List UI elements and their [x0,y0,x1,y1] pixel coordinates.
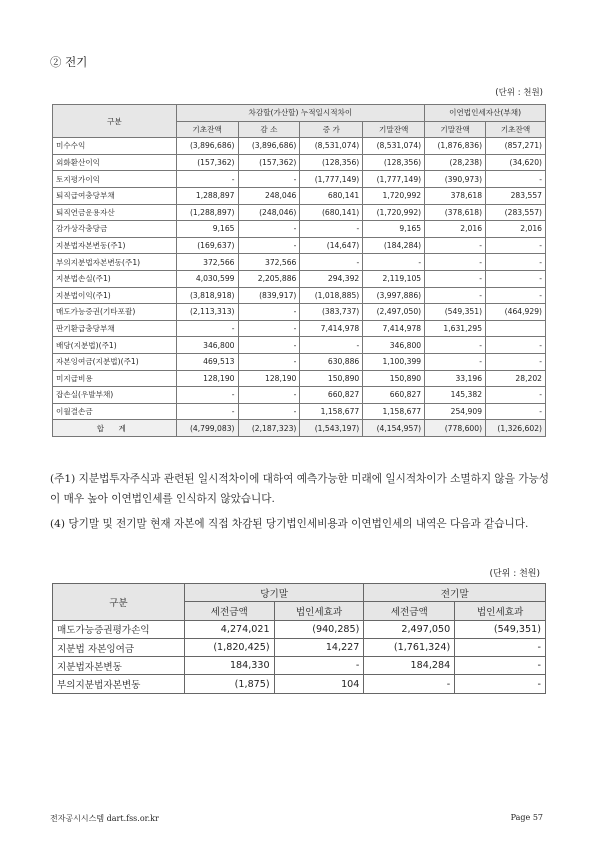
table-cell: - [274,657,364,675]
table-cell: 2,205,886 [238,270,300,287]
table-row [53,638,546,656]
table-cell: - [486,270,546,287]
table-cell: (8,531,074) [300,138,363,155]
table-cell: (3,896,686) [176,138,238,155]
table-cell: (1,543,197) [300,420,363,437]
table-cell: (3,818,918) [176,287,238,304]
table-cell: 2,497,050 [364,620,455,638]
table-cell: - [486,387,546,404]
row-label: 지분법자본변동(주1) [53,237,177,254]
column-header: 기말잔액 [425,121,486,138]
table-row [53,403,546,420]
table-row [53,337,546,354]
column-header: 법인세효과 [274,602,364,620]
table-row [53,370,546,387]
table-cell: 7,414,978 [300,320,363,337]
table-row [53,657,546,675]
table-cell: 4,274,021 [184,620,274,638]
table-cell: 680,141 [300,187,363,204]
table-cell: - [486,353,546,370]
table-cell: 184,284 [364,657,455,675]
table-row [53,353,546,370]
table-cell: - [238,304,300,321]
unit-label-2: (단위 : 천원) [489,569,540,579]
table-cell: - [425,353,486,370]
deferred-tax-table-prior [52,104,546,437]
header-row-label: 구분 [53,105,177,138]
total-row [53,420,546,437]
table-cell: 1,720,992 [363,187,425,204]
table-cell: - [425,270,486,287]
table-row [53,254,546,271]
row-label: 토지평가이익 [53,171,177,188]
table-cell: (3,997,886) [363,287,425,304]
table-cell: - [455,638,546,656]
row-label: 미수수익 [53,138,177,155]
table-cell [486,320,546,337]
row-label: 지분법이익(주1) [53,287,177,304]
footer-source: 전자공시시스템 dart.fss.or.kr [50,814,159,823]
table-cell: (1,777,149) [300,171,363,188]
table-row [53,138,546,155]
table-cell: (549,351) [425,304,486,321]
table-cell: (839,917) [238,287,300,304]
row-label: 배당(지분법)(주1) [53,337,177,354]
header-row-label: 구분 [53,584,185,621]
table-cell: (1,018,885) [300,287,363,304]
table-row [53,675,546,693]
table-cell: (940,285) [274,620,364,638]
table-cell: 14,227 [274,638,364,656]
column-header: 기초잔액 [176,121,238,138]
equity-tax-table [52,583,546,694]
table-row [53,387,546,404]
table-cell: 184,330 [184,657,274,675]
table-cell: (1,875) [184,675,274,693]
column-header: 감 소 [238,121,300,138]
table-cell: 128,190 [238,370,300,387]
table-cell: (248,046) [238,204,300,221]
table-cell: 1,158,677 [300,403,363,420]
table-cell: 1,288,897 [176,187,238,204]
table-row [53,221,546,238]
table-cell: 1,100,399 [363,353,425,370]
table-cell: (680,141) [300,204,363,221]
table-cell: (857,271) [486,138,546,155]
table-cell: 248,046 [238,187,300,204]
table-cell: (778,600) [425,420,486,437]
table-cell: 2,119,105 [363,270,425,287]
table-cell: - [455,675,546,693]
table-cell: 346,800 [363,337,425,354]
header-group-temporary: 차감할(가산할) 누적일시적차이 [176,105,425,122]
column-header: 세전금액 [364,602,455,620]
table-cell: (1,820,425) [184,638,274,656]
column-header: 기초잔액 [486,121,546,138]
table-cell: - [238,237,300,254]
table-cell: (3,896,686) [238,138,300,155]
table-cell: 2,016 [486,221,546,238]
table-cell: - [486,287,546,304]
row-label: 판기환급충당부채 [53,320,177,337]
table-cell: - [425,237,486,254]
table-cell: (1,720,992) [363,204,425,221]
table-cell: - [486,254,546,271]
table-cell: (28,238) [425,154,486,171]
table-cell: 660,827 [363,387,425,404]
table-cell: - [455,657,546,675]
table-cell: 33,196 [425,370,486,387]
table-cell: - [425,287,486,304]
column-header: 증 가 [300,121,363,138]
table-cell: 660,827 [300,387,363,404]
table-row [53,620,546,638]
table-cell: 4,030,599 [176,270,238,287]
table-row [53,154,546,171]
table-cell: 145,382 [425,387,486,404]
table-cell: 28,202 [486,370,546,387]
table-row [53,304,546,321]
table-cell: (1,876,836) [425,138,486,155]
table-cell: 346,800 [176,337,238,354]
table-cell: 9,165 [176,221,238,238]
row-label: 지분법 자본잉여금 [53,638,185,656]
row-label: 지분법자본변동 [53,657,185,675]
table-cell: - [425,337,486,354]
row-label: 잡손실(우발부채) [53,387,177,404]
table-cell: 9,165 [363,221,425,238]
column-header: 법인세효과 [455,602,546,620]
header-group-current: 당기말 [184,584,364,602]
column-header: 기말잔액 [363,121,425,138]
table-cell: (128,356) [300,154,363,171]
table-cell: - [486,403,546,420]
table-cell: 128,190 [176,370,238,387]
table-cell: 150,890 [363,370,425,387]
table-cell: 378,618 [425,187,486,204]
table-cell: (549,351) [455,620,546,638]
table-cell: - [176,171,238,188]
table-cell: (8,531,074) [363,138,425,155]
header-group-prior: 전기말 [364,584,546,602]
total-label: 합 계 [53,420,177,437]
paragraph-4: (4) 당기말 및 전기말 현재 자본에 직접 차감된 당기법인세비용과 이연법인세의 내역은 다음과 같습니다. [50,518,529,530]
row-label: 이월결손금 [53,403,177,420]
table-cell: - [238,403,300,420]
table-cell: (34,620) [486,154,546,171]
table-cell: - [176,320,238,337]
table-cell: (283,557) [486,204,546,221]
table-cell: (157,362) [238,154,300,171]
table-cell: - [238,337,300,354]
row-label: 퇴직연금운용자산 [53,204,177,221]
table-cell: 372,566 [176,254,238,271]
table-cell: (464,929) [486,304,546,321]
footnote-1: (주1) 지분법투자주식과 관련된 일시적차이에 대하여 예측가능한 미래에 일시적차이가 소멸하지 않을 가능성이 매우 높아 이연법인세를 인식하지 않았습니다. [50,473,549,505]
table-cell: 1,158,677 [363,403,425,420]
row-label: 매도가능증권평가손익 [53,620,185,638]
table-cell: (1,326,602) [486,420,546,437]
table-row [53,204,546,221]
table-cell: - [425,254,486,271]
table-cell: (383,737) [300,304,363,321]
table-cell: 150,890 [300,370,363,387]
table-cell: 372,566 [238,254,300,271]
table-cell: - [238,353,300,370]
row-label: 외화환산이익 [53,154,177,171]
table-cell: 469,513 [176,353,238,370]
table-cell: (169,637) [176,237,238,254]
table-row [53,270,546,287]
table-cell: (1,777,149) [363,171,425,188]
section-title: ② 전기 [50,55,88,69]
table-cell: - [300,221,363,238]
table-cell: (14,647) [300,237,363,254]
table-cell: (4,799,083) [176,420,238,437]
table-row [53,320,546,337]
table-row [53,187,546,204]
table-cell: 1,631,295 [425,320,486,337]
table-cell: - [238,387,300,404]
table-row [53,287,546,304]
table-cell: (157,362) [176,154,238,171]
unit-label: (단위 : 천원) [495,88,543,98]
table-cell: (1,288,897) [176,204,238,221]
table-cell: - [238,221,300,238]
table-cell: - [486,237,546,254]
table-cell: 7,414,978 [363,320,425,337]
table-cell: 630,886 [300,353,363,370]
table-cell: (184,284) [363,237,425,254]
table-cell: - [176,387,238,404]
row-label: 부의지분법자본변동(주1) [53,254,177,271]
table-cell: (128,356) [363,154,425,171]
table-cell: (390,973) [425,171,486,188]
table-cell: - [363,254,425,271]
table-cell: (1,761,324) [364,638,455,656]
table-cell: 294,392 [300,270,363,287]
row-label: 미지급비용 [53,370,177,387]
table-row [53,237,546,254]
table-cell: - [300,254,363,271]
page-number: Page 57 [510,813,543,822]
table-cell: - [238,171,300,188]
row-label: 퇴직급여충당부채 [53,187,177,204]
table-cell: 283,557 [486,187,546,204]
table-cell: 104 [274,675,364,693]
row-label: 감가상각충당금 [53,221,177,238]
table-cell: - [176,403,238,420]
header-group-deferred: 이연법인세자산(부채) [425,105,546,122]
table-cell: (4,154,957) [363,420,425,437]
table-cell: - [300,337,363,354]
table-cell: 254,909 [425,403,486,420]
table-cell: - [238,320,300,337]
row-label: 지분법손실(주1) [53,270,177,287]
table-cell: (2,113,313) [176,304,238,321]
row-label: 자본잉여금(지분법)(주1) [53,353,177,370]
table-row [53,171,546,188]
table-cell: - [364,675,455,693]
column-header: 세전금액 [184,602,274,620]
table-cell: (378,618) [425,204,486,221]
table-cell: (2,187,323) [238,420,300,437]
table-cell: 2,016 [425,221,486,238]
row-label: 매도가능증권(기타포괄) [53,304,177,321]
table-cell: - [486,337,546,354]
row-label: 부의지분법자본변동 [53,675,185,693]
table-cell: (2,497,050) [363,304,425,321]
table-cell: - [486,171,546,188]
